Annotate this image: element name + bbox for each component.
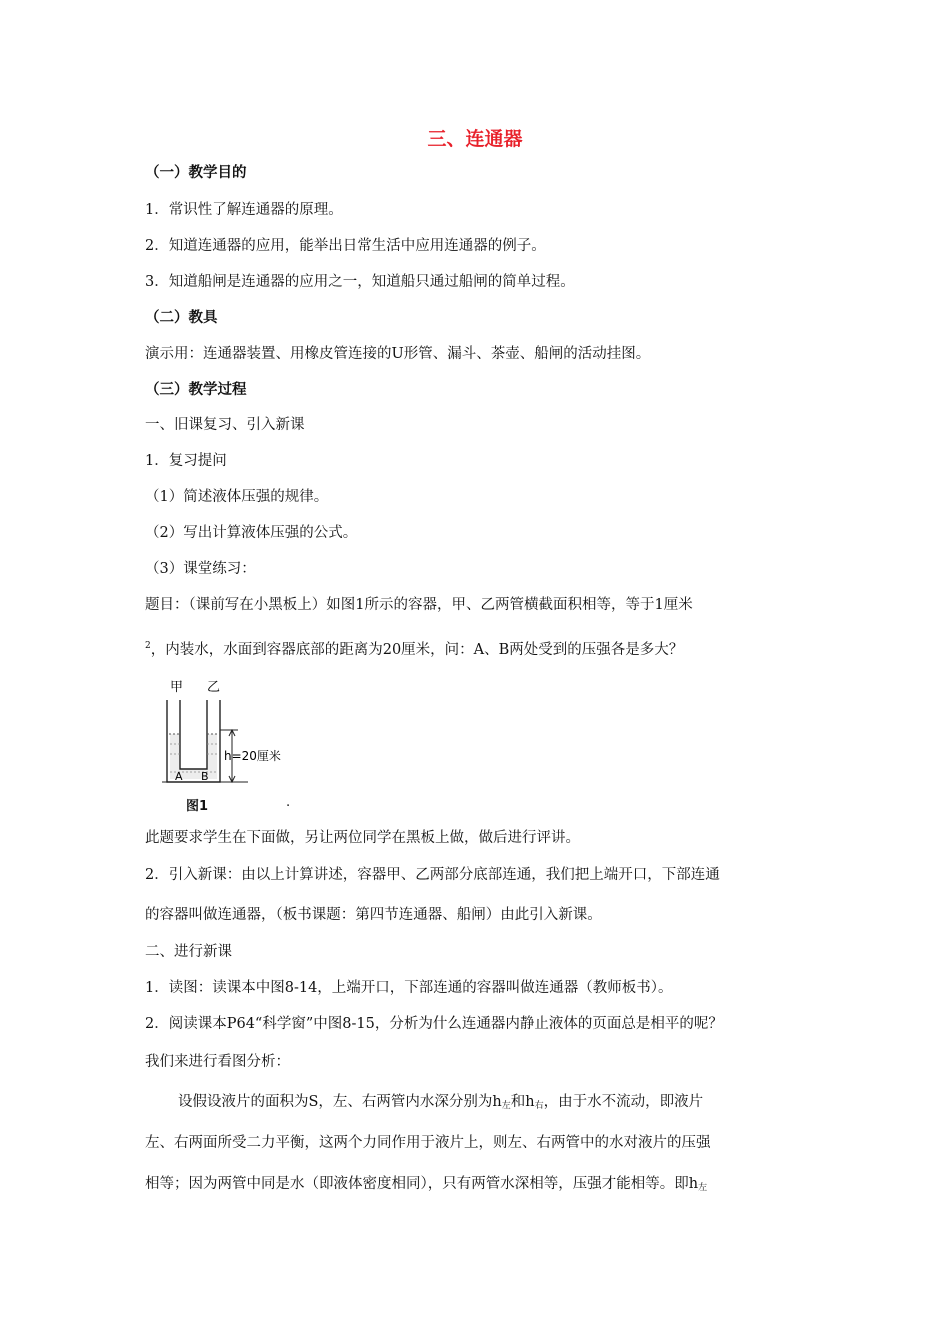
- review-question-3: （3）课堂练习：: [145, 561, 256, 577]
- objective-item-1: 1．常识性了解连通器的原理。: [145, 202, 343, 218]
- figure-dot: .: [286, 795, 291, 810]
- step-2-text: 2．阅读课本P64“科学窗”中图8-15，分析为什么连通器内静止液体的页面总是相平的呢？: [145, 1016, 723, 1032]
- analysis-line-1: [178, 1092, 703, 1116]
- analysis-line-1-a: 设假设液片的面积为S，左、右两管内水深分别为h: [178, 1094, 502, 1110]
- subscript-left: 左: [501, 1101, 511, 1111]
- problem-text-line-2: [145, 636, 683, 660]
- intro-text-line-2: 的容器叫做连通器，（板书课题：第四节连通器、船闸）由此引入新课。: [145, 907, 602, 923]
- section-heading-process: （三）教学过程: [145, 382, 247, 398]
- problem-text-line-2-body: ，内装水，水面到容器底部的距离为20厘米，问：A、B两处受到的压强各是多大？: [150, 642, 684, 658]
- point-b-label: B: [201, 770, 209, 783]
- figure-u-tube: [160, 676, 340, 816]
- tube-inner-wall: [180, 700, 207, 769]
- analysis-line-2: 左、右两面所受二力平衡，这两个力同作用于液片上，则左、右两管中的水对液片的压强: [145, 1135, 711, 1151]
- analysis-line-1-c: ，由于水不流动，即液片: [543, 1094, 704, 1110]
- part1-heading: 一、旧课复习、引入新课: [145, 417, 305, 433]
- analysis-line-3: [145, 1174, 707, 1198]
- height-label: h=20厘米: [224, 749, 281, 763]
- section-heading-equipment: （二）教具: [145, 310, 218, 326]
- label-right-tube: 乙: [207, 680, 221, 695]
- step-2b-text: 我们来进行看图分析：: [145, 1054, 290, 1070]
- intro-text-line-1: 2．引入新课：由以上计算讲述，容器甲、乙两部分底部连通，我们把上端开口，下部连通: [145, 867, 720, 883]
- label-left-tube: 甲: [170, 680, 184, 695]
- review-question-2: （2）写出计算液体压强的公式。: [145, 525, 358, 541]
- review-heading: 1．复习提问: [145, 453, 227, 469]
- analysis-line-3-a: 相等；因为两管中同是水（即液体密度相同），只有两管水深相等，压强才能相等。即h: [145, 1176, 699, 1192]
- section-heading-objectives: （一）教学目的: [145, 165, 247, 181]
- step-1-text: 1．读图：读课本中图8-14，上端开口，下部连通的容器叫做连通器（教师板书）。: [145, 980, 673, 996]
- u-tube-diagram: [160, 676, 340, 794]
- equipment-text: 演示用：连通器装置、用橡皮管连接的U形管、漏斗、茶壶、船闸的活动挂图。: [145, 346, 651, 362]
- subscript-left-2: 左: [698, 1183, 708, 1193]
- problem-text-line-1: 题目：（课前写在小黑板上）如图1所示的容器，甲、乙两管横截面积相等，等于1厘米: [145, 597, 693, 613]
- analysis-line-1-b: 和h: [510, 1094, 535, 1110]
- subscript-right: 右: [534, 1101, 544, 1111]
- after-figure-text: 此题要求学生在下面做，另让两位同学在黑板上做，做后进行评讲。: [145, 830, 580, 846]
- part2-heading: 二、进行新课: [145, 944, 232, 960]
- superscript-2: 2: [145, 641, 151, 651]
- review-question-1: （1）简述液体压强的规律。: [145, 489, 329, 505]
- page-title: 三、连通器: [427, 128, 523, 150]
- figure-caption: 图1: [186, 799, 209, 814]
- objective-item-2: 2．知道连通器的应用，能举出日常生活中应用连通器的例子。: [145, 238, 546, 254]
- point-a-label: A: [175, 770, 183, 783]
- objective-item-3: 3．知道船闸是连通器的应用之一，知道船只通过船闸的简单过程。: [145, 274, 575, 290]
